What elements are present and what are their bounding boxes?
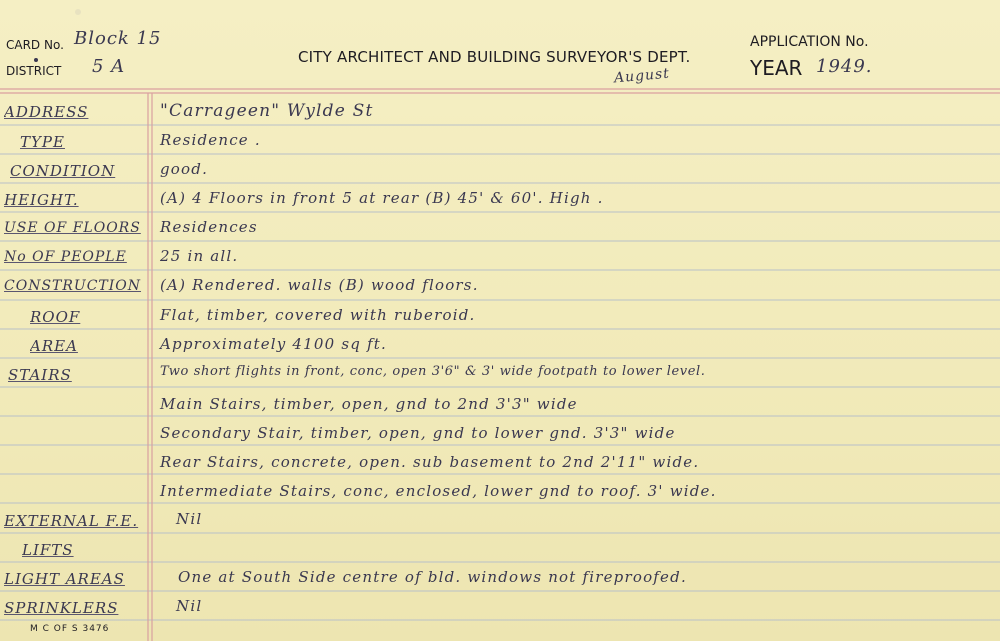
value-light-areas: One at South Side centre of bld. windows not fireproofed. [178,568,687,586]
application-label: APPLICATION No. [750,34,869,50]
label-address: ADDRESS [4,103,89,121]
card-no-value: Block 15 [74,28,162,49]
label-area: AREA [30,337,78,355]
value-condition: good. [160,160,209,178]
value-area: Approximately 4100 sq ft. [160,335,387,353]
year-label: YEAR [750,56,803,80]
value-no-of-people: 25 in all. [160,247,239,265]
district-label: DISTRICT [6,64,62,78]
label-condition: CONDITION [10,162,116,180]
form-code: M C OF S 3476 [30,624,110,634]
label-light-areas: LIGHT AREAS [4,570,125,588]
label-lifts: LIFTS [22,541,74,559]
department-title: CITY ARCHITECT AND BUILDING SURVEYOR'S DEPT. [298,48,691,66]
value-construction: (A) Rendered. walls (B) wood floors. [160,276,479,294]
label-roof: ROOF [30,308,81,326]
value-use-of-floors: Residences [160,218,258,236]
card-no-label: CARD No. [6,38,64,52]
label-construction: CONSTRUCTION [4,278,142,294]
value-height: (A) 4 Floors in front 5 at rear (B) 45' & 60'. High . [160,189,604,207]
district-value: 5 A [92,56,126,77]
label-height: HEIGHT. [4,191,79,209]
date-month: August [613,65,671,87]
value-type: Residence . [160,131,261,149]
value-roof: Flat, timber, covered with ruberoid. [160,306,476,324]
year-value: 1949. [816,56,873,77]
label-type: TYPE [20,133,65,151]
value-address: "Carrageen" Wylde St [160,101,374,121]
value-stairs-5: Intermediate Stairs, conc, enclosed, lower gnd to roof. 3' wide. [160,482,717,500]
label-no-of-people: No OF PEOPLE [4,249,127,265]
label-external-fe: EXTERNAL F.E. [4,512,139,530]
value-stairs-2: Main Stairs, timber, open, gnd to 2nd 3'3" wide [160,395,578,413]
value-stairs-1: Two short flights in front, conc, open 3'6" & 3' wide footpath to lower level. [160,364,706,379]
value-sprinklers: Nil [176,597,203,615]
label-sprinklers: SPRINKLERS [4,599,119,617]
value-stairs-4: Rear Stairs, concrete, open. sub basement to 2nd 2'11" wide. [160,453,700,471]
value-stairs-3: Secondary Stair, timber, open, gnd to lower gnd. 3'3" wide [160,424,676,442]
label-stairs: STAIRS [8,366,72,384]
label-use-of-floors: USE OF FLOORS [4,220,141,236]
value-external-fe: Nil [176,510,203,528]
